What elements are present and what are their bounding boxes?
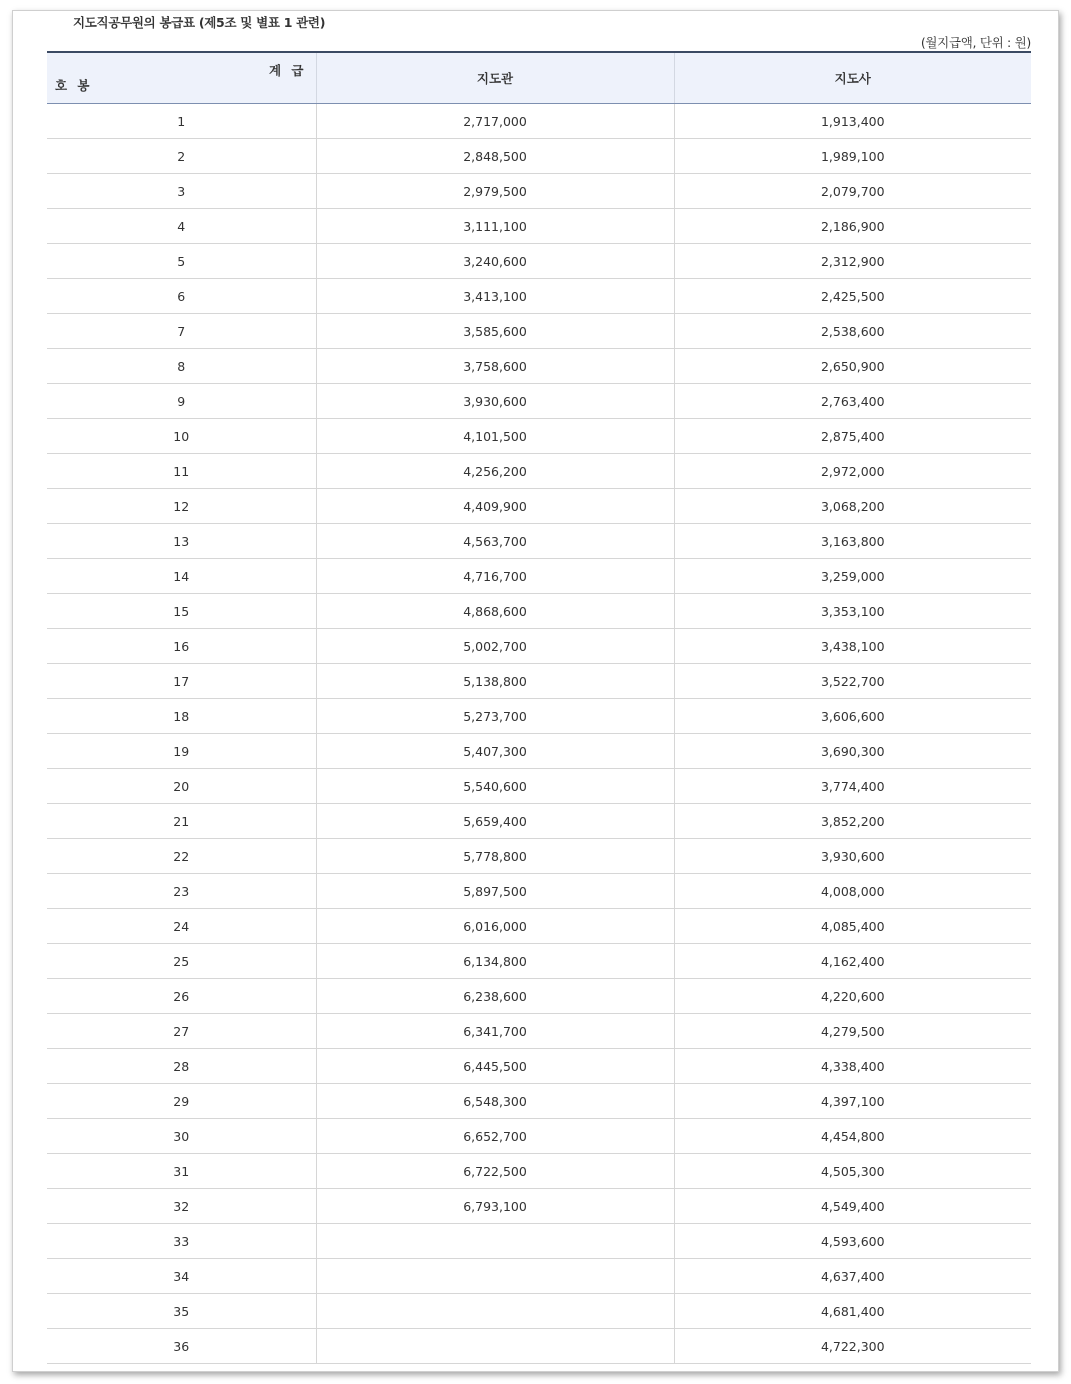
step-cell: 10 [47, 419, 316, 454]
jidosa-salary-cell: 3,259,000 [674, 559, 1031, 594]
jidosa-salary-cell: 4,681,400 [674, 1294, 1031, 1329]
table-row [47, 419, 1031, 454]
jidosa-salary-cell: 3,606,600 [674, 699, 1031, 734]
jidosa-salary-cell: 4,008,000 [674, 874, 1031, 909]
table-row [47, 174, 1031, 209]
jidogwan-salary-cell: 5,659,400 [316, 804, 674, 839]
jidogwan-salary-cell: 4,563,700 [316, 524, 674, 559]
table-row [47, 734, 1031, 769]
step-cell: 18 [47, 699, 316, 734]
step-cell: 30 [47, 1119, 316, 1154]
jidosa-salary-cell: 3,438,100 [674, 629, 1031, 664]
step-cell: 17 [47, 664, 316, 699]
table-row [47, 1329, 1031, 1364]
table-row [47, 839, 1031, 874]
jidosa-salary-cell: 2,425,500 [674, 279, 1031, 314]
step-cell: 27 [47, 1014, 316, 1049]
step-cell: 1 [47, 104, 316, 139]
jidosa-salary-cell: 3,522,700 [674, 664, 1031, 699]
jidogwan-salary-cell [316, 1259, 674, 1294]
jidogwan-salary-cell: 2,848,500 [316, 139, 674, 174]
salary-table [47, 51, 1031, 1364]
table-row [47, 349, 1031, 384]
step-cell: 3 [47, 174, 316, 209]
jidogwan-salary-cell: 3,111,100 [316, 209, 674, 244]
jidosa-salary-cell: 2,079,700 [674, 174, 1031, 209]
step-cell: 14 [47, 559, 316, 594]
step-cell: 13 [47, 524, 316, 559]
step-cell: 36 [47, 1329, 316, 1364]
jidosa-salary-cell: 4,279,500 [674, 1014, 1031, 1049]
step-cell: 20 [47, 769, 316, 804]
table-row [47, 944, 1031, 979]
step-cell: 29 [47, 1084, 316, 1119]
column-header-jidosa: 지도사 [674, 52, 1031, 104]
table-row [47, 1224, 1031, 1259]
jidosa-salary-cell: 3,353,100 [674, 594, 1031, 629]
jidogwan-salary-cell [316, 1329, 674, 1364]
jidogwan-salary-cell: 3,585,600 [316, 314, 674, 349]
step-cell: 28 [47, 1049, 316, 1084]
jidosa-salary-cell: 4,505,300 [674, 1154, 1031, 1189]
step-cell: 2 [47, 139, 316, 174]
jidosa-salary-cell: 3,068,200 [674, 489, 1031, 524]
table-row [47, 1049, 1031, 1084]
step-cell: 19 [47, 734, 316, 769]
jidosa-salary-cell: 2,538,600 [674, 314, 1031, 349]
table-row [47, 1014, 1031, 1049]
jidogwan-salary-cell [316, 1224, 674, 1259]
jidosa-salary-cell: 2,650,900 [674, 349, 1031, 384]
step-cell: 6 [47, 279, 316, 314]
step-cell: 23 [47, 874, 316, 909]
step-cell: 7 [47, 314, 316, 349]
jidosa-salary-cell: 3,774,400 [674, 769, 1031, 804]
step-cell: 33 [47, 1224, 316, 1259]
step-cell: 32 [47, 1189, 316, 1224]
table-row [47, 979, 1031, 1014]
jidogwan-salary-cell: 2,717,000 [316, 104, 674, 139]
jidogwan-salary-cell: 4,101,500 [316, 419, 674, 454]
jidosa-salary-cell: 1,913,400 [674, 104, 1031, 139]
step-cell: 26 [47, 979, 316, 1014]
jidogwan-salary-cell: 6,016,000 [316, 909, 674, 944]
step-cell: 12 [47, 489, 316, 524]
table-row [47, 244, 1031, 279]
unit-note: (월지급액, 단위 : 원) [920, 35, 1031, 50]
jidogwan-salary-cell: 3,758,600 [316, 349, 674, 384]
jidosa-salary-cell: 1,989,100 [674, 139, 1031, 174]
corner-header-cell [47, 52, 316, 104]
document-frame [12, 10, 1059, 1372]
grade-header-label: 계 급 [268, 63, 307, 78]
table-row [47, 909, 1031, 944]
step-cell: 34 [47, 1259, 316, 1294]
table-row [47, 1259, 1031, 1294]
jidogwan-salary-cell: 6,341,700 [316, 1014, 674, 1049]
jidosa-salary-cell: 4,637,400 [674, 1259, 1031, 1294]
jidogwan-salary-cell: 5,138,800 [316, 664, 674, 699]
table-row [47, 104, 1031, 139]
jidosa-salary-cell: 4,549,400 [674, 1189, 1031, 1224]
table-row [47, 559, 1031, 594]
table-row [47, 629, 1031, 664]
jidosa-salary-cell: 4,722,300 [674, 1329, 1031, 1364]
jidogwan-salary-cell: 5,540,600 [316, 769, 674, 804]
column-header-jidogwan: 지도관 [316, 52, 674, 104]
table-row [47, 139, 1031, 174]
jidogwan-salary-cell: 6,722,500 [316, 1154, 674, 1189]
jidosa-salary-cell: 3,930,600 [674, 839, 1031, 874]
table-header [47, 52, 1031, 104]
jidogwan-salary-cell: 4,868,600 [316, 594, 674, 629]
jidosa-salary-cell: 2,972,000 [674, 454, 1031, 489]
step-cell: 8 [47, 349, 316, 384]
step-cell: 21 [47, 804, 316, 839]
jidogwan-salary-cell: 4,256,200 [316, 454, 674, 489]
table-row [47, 524, 1031, 559]
jidosa-salary-cell: 4,220,600 [674, 979, 1031, 1014]
jidosa-salary-cell: 2,312,900 [674, 244, 1031, 279]
table-row [47, 454, 1031, 489]
step-cell: 9 [47, 384, 316, 419]
jidogwan-salary-cell: 3,413,100 [316, 279, 674, 314]
jidogwan-salary-cell: 6,238,600 [316, 979, 674, 1014]
jidogwan-salary-cell: 6,134,800 [316, 944, 674, 979]
jidosa-salary-cell: 4,593,600 [674, 1224, 1031, 1259]
table-row [47, 699, 1031, 734]
step-cell: 24 [47, 909, 316, 944]
step-cell: 31 [47, 1154, 316, 1189]
jidosa-salary-cell: 4,162,400 [674, 944, 1031, 979]
step-cell: 4 [47, 209, 316, 244]
jidogwan-salary-cell: 6,445,500 [316, 1049, 674, 1084]
table-row [47, 664, 1031, 699]
jidosa-salary-cell: 4,397,100 [674, 1084, 1031, 1119]
jidogwan-salary-cell: 4,409,900 [316, 489, 674, 524]
jidogwan-salary-cell: 6,793,100 [316, 1189, 674, 1224]
page-title: 지도직공무원의 봉급표 (제5조 및 별표 1 관련) [73, 15, 326, 30]
step-cell: 22 [47, 839, 316, 874]
step-cell: 5 [47, 244, 316, 279]
jidogwan-salary-cell: 5,407,300 [316, 734, 674, 769]
table-row [47, 209, 1031, 244]
jidogwan-salary-cell: 5,273,700 [316, 699, 674, 734]
step-cell: 16 [47, 629, 316, 664]
jidogwan-salary-cell: 6,652,700 [316, 1119, 674, 1154]
table-row [47, 874, 1031, 909]
table-body [47, 104, 1031, 1364]
jidogwan-salary-cell: 3,240,600 [316, 244, 674, 279]
jidosa-salary-cell: 2,186,900 [674, 209, 1031, 244]
table-row [47, 1084, 1031, 1119]
jidogwan-salary-cell: 6,548,300 [316, 1084, 674, 1119]
jidogwan-salary-cell: 5,778,800 [316, 839, 674, 874]
table-row [47, 1154, 1031, 1189]
header-row [47, 52, 1031, 104]
table-row [47, 594, 1031, 629]
jidosa-salary-cell: 4,338,400 [674, 1049, 1031, 1084]
step-cell: 11 [47, 454, 316, 489]
jidosa-salary-cell: 3,690,300 [674, 734, 1031, 769]
step-cell: 25 [47, 944, 316, 979]
jidosa-salary-cell: 4,085,400 [674, 909, 1031, 944]
jidogwan-salary-cell: 5,002,700 [316, 629, 674, 664]
jidogwan-salary-cell [316, 1294, 674, 1329]
jidogwan-salary-cell: 4,716,700 [316, 559, 674, 594]
step-header-label: 호 봉 [55, 78, 93, 93]
jidosa-salary-cell: 2,875,400 [674, 419, 1031, 454]
jidosa-salary-cell: 2,763,400 [674, 384, 1031, 419]
jidogwan-salary-cell: 5,897,500 [316, 874, 674, 909]
table-row [47, 1119, 1031, 1154]
table-row [47, 314, 1031, 349]
table-row [47, 769, 1031, 804]
step-cell: 15 [47, 594, 316, 629]
table-row [47, 279, 1031, 314]
table-row [47, 1294, 1031, 1329]
jidosa-salary-cell: 3,163,800 [674, 524, 1031, 559]
jidogwan-salary-cell: 3,930,600 [316, 384, 674, 419]
table-row [47, 1189, 1031, 1224]
step-cell: 35 [47, 1294, 316, 1329]
table-row [47, 804, 1031, 839]
jidosa-salary-cell: 4,454,800 [674, 1119, 1031, 1154]
table-row [47, 384, 1031, 419]
jidogwan-salary-cell: 2,979,500 [316, 174, 674, 209]
table-row [47, 489, 1031, 524]
jidosa-salary-cell: 3,852,200 [674, 804, 1031, 839]
